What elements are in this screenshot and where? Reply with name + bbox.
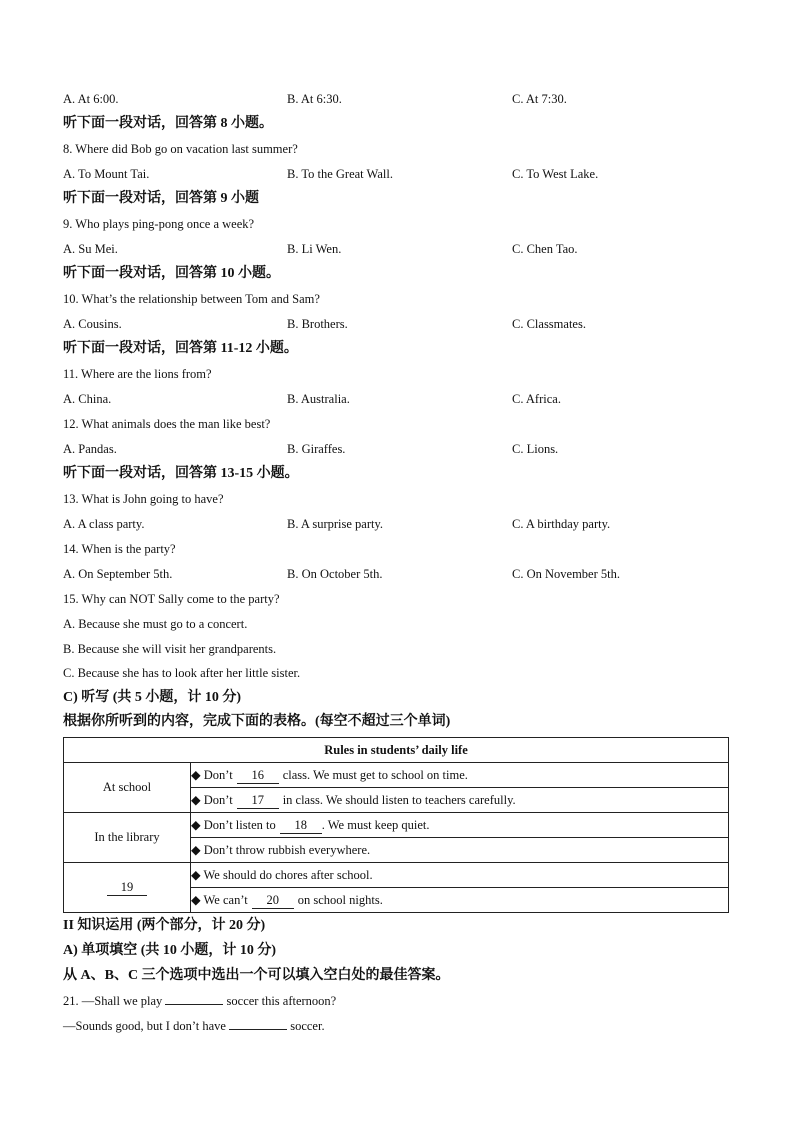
rule-16-prefix: ◆ Don’t bbox=[191, 768, 233, 782]
q21-line-2 bbox=[63, 1016, 325, 1036]
q11-options bbox=[63, 389, 731, 409]
q21-line-2-suffix: soccer. bbox=[290, 1019, 325, 1033]
q9-option-a: A. Su Mei. bbox=[63, 242, 118, 256]
q12-option-b: B. Giraffes. bbox=[287, 442, 346, 456]
q8-stem: 8. Where did Bob go on vacation last summer? bbox=[63, 142, 298, 156]
q12-option-a: A. Pandas. bbox=[63, 442, 117, 456]
q21-line-1-suffix: soccer this afternoon? bbox=[226, 994, 337, 1008]
rule-20 bbox=[191, 888, 729, 913]
section-a-title: A) 单项填空 (共 10 小题，计 10 分) bbox=[63, 943, 277, 958]
rule-chores: ◆ We should do chores after school. bbox=[191, 863, 729, 888]
rule-20-prefix: ◆ We can’t bbox=[191, 893, 248, 907]
row-label-in-the-library: In the library bbox=[64, 813, 191, 863]
q8-option-c: C. To West Lake. bbox=[512, 167, 599, 181]
q12-option-c: C. Lions. bbox=[512, 442, 559, 456]
section-a-instruction: 从 A、B、C 三个选项中选出一个可以填入空白处的最佳答案。 bbox=[63, 968, 450, 983]
q14-option-c: C. On November 5th. bbox=[512, 567, 620, 581]
q10-option-b: B. Brothers. bbox=[287, 317, 348, 331]
q8-options bbox=[63, 164, 731, 184]
q13-option-c: C. A birthday party. bbox=[512, 517, 611, 531]
q13-stem: 13. What is John going to have? bbox=[63, 492, 224, 506]
q14-option-b: B. On October 5th. bbox=[287, 567, 383, 581]
blank-19[interactable]: 19 bbox=[107, 880, 147, 896]
q14-option-a: A. On September 5th. bbox=[63, 567, 173, 581]
rule-17 bbox=[191, 788, 729, 813]
blank-18[interactable]: 18 bbox=[280, 818, 322, 834]
q15-option-b: B. Because she will visit her grandparents. bbox=[63, 642, 277, 656]
q11-option-b: B. Australia. bbox=[287, 392, 350, 406]
section-ii-title: II 知识运用 (两个部分，计 20 分) bbox=[63, 918, 266, 933]
q9-option-b: B. Li Wen. bbox=[287, 242, 342, 256]
q9-stem: 9. Who plays ping-pong once a week? bbox=[63, 217, 255, 231]
q10-options bbox=[63, 314, 731, 334]
q11-option-c: C. Africa. bbox=[512, 392, 561, 406]
q7-option-c: C. At 7:30. bbox=[512, 92, 567, 106]
q21-blank-2[interactable] bbox=[229, 1016, 287, 1030]
q10-stem: 10. What’s the relationship between Tom and Sam? bbox=[63, 292, 320, 306]
heading-q13-15: 听下面一段对话，回答第 13-15 小题。 bbox=[63, 466, 299, 481]
q14-stem: 14. When is the party? bbox=[63, 542, 176, 556]
q8-option-b: B. To the Great Wall. bbox=[287, 167, 393, 181]
q9-option-c: C. Chen Tao. bbox=[512, 242, 578, 256]
q21-blank-1[interactable] bbox=[165, 991, 223, 1005]
blank-16[interactable]: 16 bbox=[237, 768, 279, 784]
q15-option-c: C. Because she has to look after her little sister. bbox=[63, 666, 301, 680]
rule-18-prefix: ◆ Don’t listen to bbox=[191, 818, 276, 832]
blank-20[interactable]: 20 bbox=[252, 893, 294, 909]
q9-options bbox=[63, 239, 731, 259]
q7-option-a: A. At 6:00. bbox=[63, 92, 119, 106]
rules-table bbox=[63, 737, 729, 913]
row-label-at-school: At school bbox=[64, 763, 191, 813]
q11-stem: 11. Where are the lions from? bbox=[63, 367, 212, 381]
heading-q8: 听下面一段对话，回答第 8 小题。 bbox=[63, 116, 273, 131]
q12-options bbox=[63, 439, 731, 459]
q10-option-a: A. Cousins. bbox=[63, 317, 122, 331]
rule-16 bbox=[191, 763, 729, 788]
rule-17-suffix: in class. We should listen to teachers carefully. bbox=[282, 793, 516, 807]
rule-16-suffix: class. We must get to school on time. bbox=[282, 768, 468, 782]
q21-line-1-prefix: 21. —Shall we play bbox=[63, 994, 163, 1008]
q10-option-c: C. Classmates. bbox=[512, 317, 586, 331]
q21-line-2-prefix: —Sounds good, but I don’t have bbox=[63, 1019, 226, 1033]
heading-q11-12: 听下面一段对话，回答第 11-12 小题。 bbox=[63, 341, 298, 356]
rule-no-rubbish: ◆ Don’t throw rubbish everywhere. bbox=[191, 838, 729, 863]
q13-option-b: B. A surprise party. bbox=[287, 517, 384, 531]
q12-stem: 12. What animals does the man like best? bbox=[63, 417, 271, 431]
section-c-title: C) 听写 (共 5 小题，计 10 分) bbox=[63, 690, 242, 705]
q14-options bbox=[63, 564, 731, 584]
section-c-instruction: 根据你所听到的内容，完成下面的表格。(每空不超过三个单词) bbox=[63, 714, 451, 729]
rule-17-prefix: ◆ Don’t bbox=[191, 793, 233, 807]
q21-line-1 bbox=[63, 991, 336, 1011]
q15-option-a: A. Because she must go to a concert. bbox=[63, 617, 248, 631]
q7-options bbox=[63, 89, 731, 109]
rule-20-suffix: on school nights. bbox=[297, 893, 383, 907]
q13-option-a: A. A class party. bbox=[63, 517, 145, 531]
heading-q10: 听下面一段对话，回答第 10 小题。 bbox=[63, 266, 280, 281]
blank-17[interactable]: 17 bbox=[237, 793, 279, 809]
q13-options bbox=[63, 514, 731, 534]
table-title: Rules in students’ daily life bbox=[64, 738, 729, 763]
rule-18 bbox=[191, 813, 729, 838]
q7-option-b: B. At 6:30. bbox=[287, 92, 342, 106]
row-label-19 bbox=[64, 863, 191, 913]
q8-option-a: A. To Mount Tai. bbox=[63, 167, 150, 181]
q15-stem: 15. Why can NOT Sally come to the party? bbox=[63, 592, 280, 606]
q11-option-a: A. China. bbox=[63, 392, 112, 406]
heading-q9: 听下面一段对话，回答第 9 小题 bbox=[63, 191, 259, 206]
rule-18-suffix: . We must keep quiet. bbox=[321, 818, 430, 832]
